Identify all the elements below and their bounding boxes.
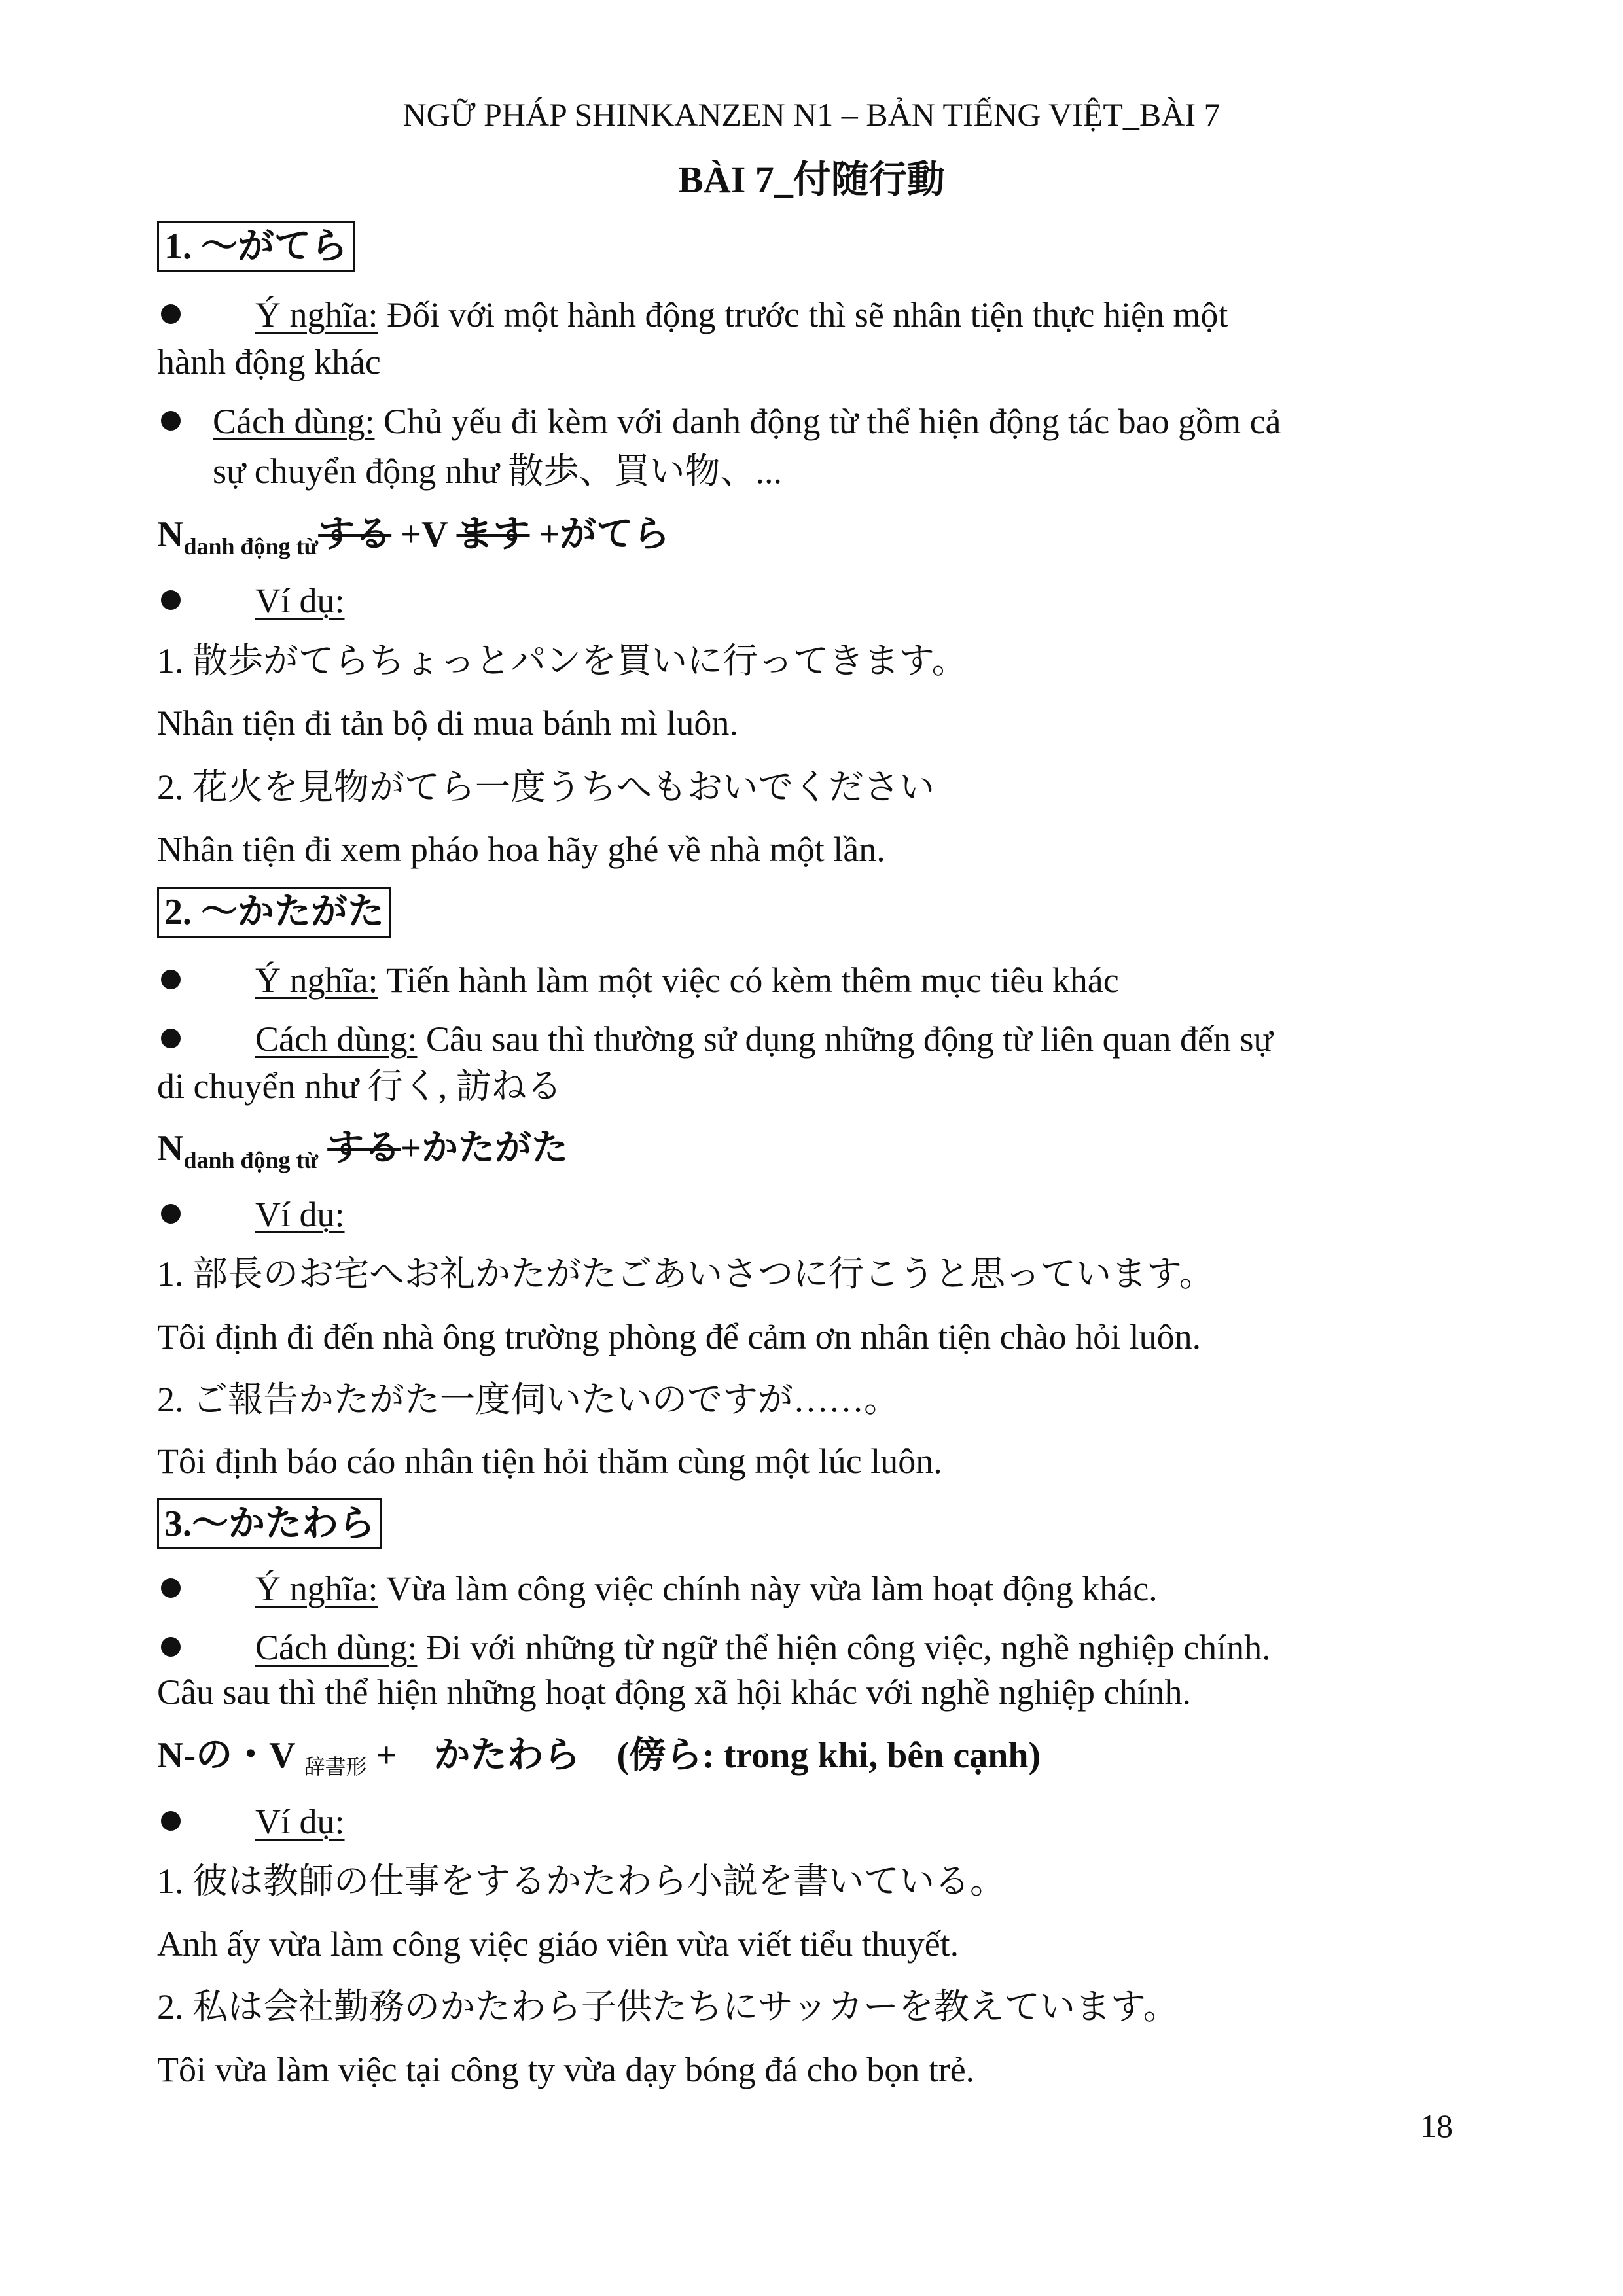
bullet-icon <box>161 1578 181 1598</box>
section-3-heading-row <box>157 1498 1472 1549</box>
page-number: 18 <box>1420 2108 1453 2144</box>
section-3-heading: 3.～かたわら <box>157 1498 382 1549</box>
usage-text: Chủ yếu đi kèm với danh động từ thể hiện động tác bao gồm cả <box>374 402 1281 441</box>
example-jp: 2. ご報告かたがた一度伺いたいのですが……。 <box>157 1380 899 1419</box>
section-2-heading-row <box>157 887 1472 938</box>
section-1-meaning <box>157 291 1472 389</box>
meaning-text: Đối với một hành động trước thì sẽ nhân tiện thực hiện một <box>378 295 1228 334</box>
section-2-formula: $N_{danh động từ}$ する+かたがた <box>157 1128 569 1173</box>
bullet-icon <box>161 970 181 989</box>
section-3-meaning <box>157 1565 1472 1612</box>
usage-text-cont: Câu sau thì thể hiện những hoạt động xã hội khác với nghề nghiệp chính. <box>157 1672 1192 1712</box>
section-2-heading: 2. ～かたがた <box>157 887 391 938</box>
lesson-title: BÀI 7_付随行動 <box>678 158 945 201</box>
example-vi: Anh ấy vừa làm công việc giáo viên vừa viết tiểu thuyết. <box>157 1924 959 1964</box>
meaning-label: Ý nghĩa: <box>255 961 378 1000</box>
section-3-formula: N-の・V 辞書形 + かたわら (傍ら: trong khi, bên cạnh) <box>157 1735 1041 1778</box>
usage-text: Đi với những từ ngữ thể hiện công việc, nghề nghiệp chính. <box>417 1628 1271 1667</box>
bullet-icon <box>161 304 181 324</box>
example-vi: Nhân tiện đi tản bộ di mua bánh mì luôn. <box>157 703 738 743</box>
section-1-formula: $N_{danh động từ}$する +V ます +がてら <box>157 514 670 559</box>
meaning-text-cont: hành động khác <box>157 342 381 381</box>
example-vi: Tôi vừa làm việc tại công ty vừa dạy bóng đá cho bọn trẻ. <box>157 2050 975 2089</box>
usage-label: Cách dùng: <box>255 1628 418 1667</box>
section-2-example-label: Ví dụ: <box>157 1191 1472 1238</box>
bullet-icon <box>161 1204 181 1224</box>
meaning-label: Ý nghĩa: <box>255 295 378 334</box>
page-header: NGỮ PHÁP SHINKANZEN N1 – BẢN TIẾNG VIỆT_BÀI 7 <box>402 96 1221 133</box>
example-vi: Tôi định đi đến nhà ông trường phòng để cảm ơn nhân tiện chào hỏi luôn. <box>157 1317 1202 1356</box>
meaning-text: Tiến hành làm một việc có kèm thêm mục tiêu khác <box>378 961 1119 1000</box>
example-vi: Tôi định báo cáo nhân tiện hỏi thăm cùng một lúc luôn. <box>157 1441 942 1481</box>
section-2-meaning <box>157 957 1472 1004</box>
example-jp: 2. 花火を見物がてら一度うちへもおいでください <box>157 768 935 807</box>
section-3-usage <box>157 1624 1472 1722</box>
usage-text: Câu sau thì thường sử dụng những động từ liên quan đến sự <box>417 1019 1273 1059</box>
example-jp: 1. 散歩がてらちょっとパンを買いに行ってきます。 <box>157 641 967 680</box>
example-jp: 2. 私は会社勤務のかたわら子供たちにサッカーを教えています。 <box>157 1987 1179 2026</box>
example-jp: 1. 部長のお宅へお礼かたがたごあいさつに行こうと思っています。 <box>157 1254 1215 1294</box>
usage-text-cont: sự chuyển động như 散歩、買い物、... <box>213 451 782 491</box>
bullet-icon <box>161 1637 181 1657</box>
usage-text-cont: di chuyển như 行く, 訪ねる <box>157 1067 562 1106</box>
bullet-icon <box>161 1811 181 1831</box>
section-1-heading: 1. ～がてら <box>157 221 355 272</box>
meaning-text: Vừa làm công việc chính này vừa làm hoạt động khác. <box>378 1569 1158 1608</box>
example-jp: 1. 彼は教師の仕事をするかたわら小説を書いている。 <box>157 1862 1005 1901</box>
meaning-label: Ý nghĩa: <box>255 1569 378 1608</box>
section-2-usage <box>157 1016 1472 1114</box>
section-1-usage <box>157 398 1472 496</box>
usage-label: Cách dùng: <box>213 402 375 441</box>
section-1-example-label: Ví dụ: <box>157 577 1472 624</box>
section-1-heading-row <box>157 221 1472 272</box>
bullet-icon <box>161 411 181 431</box>
example-vi: Nhân tiện đi xem pháo hoa hãy ghé về nhà một lần. <box>157 830 885 869</box>
section-3-example-label: Ví dụ: <box>157 1798 1472 1845</box>
bullet-icon <box>161 1029 181 1048</box>
bullet-icon <box>161 590 181 610</box>
usage-label: Cách dùng: <box>255 1019 418 1059</box>
